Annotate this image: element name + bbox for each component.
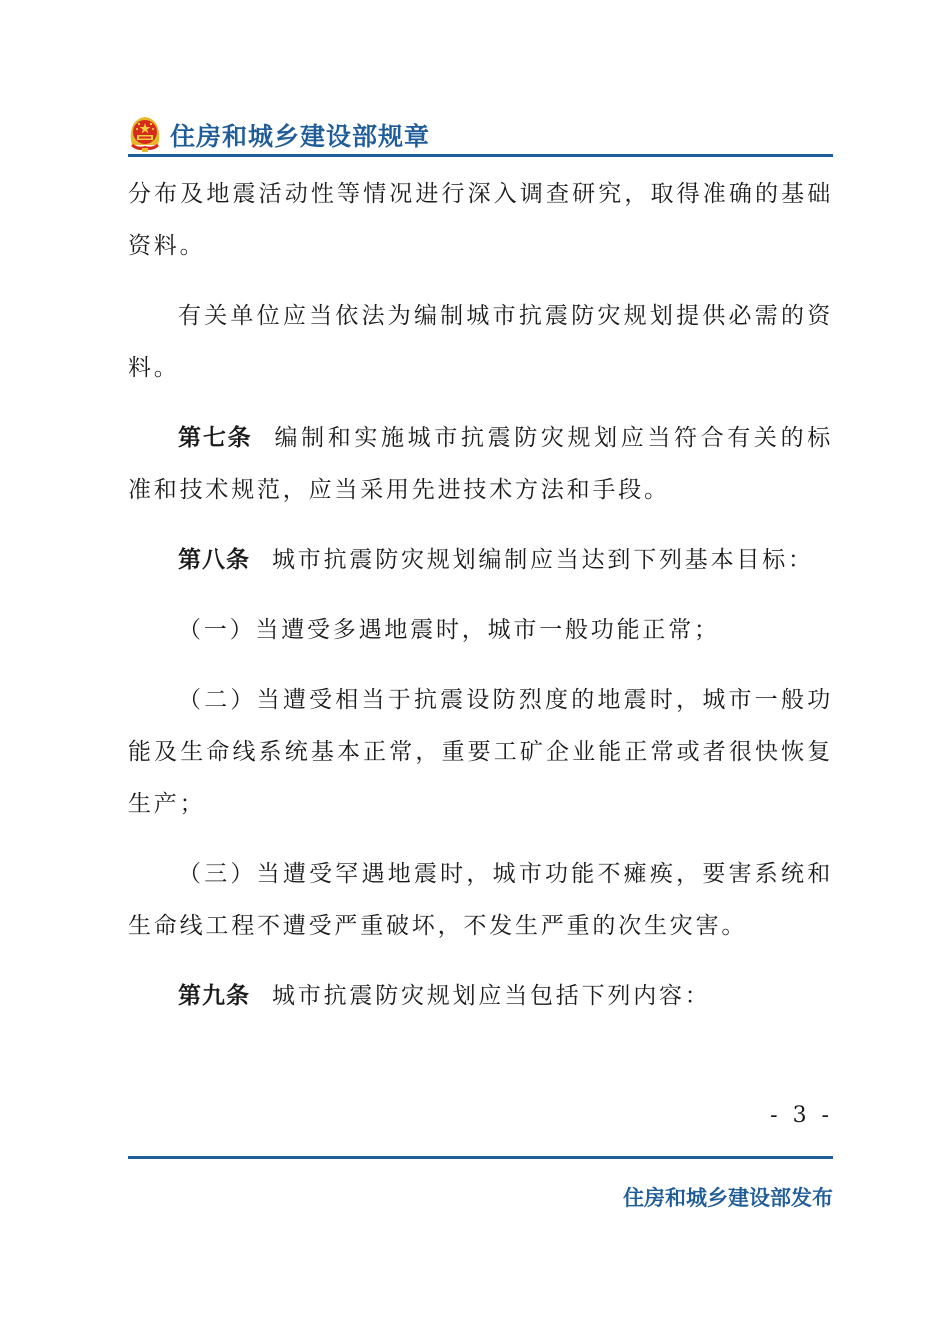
article-8-title: 第八条: [178, 547, 250, 573]
page-number: - 3 -: [770, 1103, 833, 1128]
article-8: [128, 534, 833, 586]
article-7: [128, 412, 833, 516]
article-9-text: 城市抗震防灾规划应当包括下列内容：: [272, 983, 711, 1009]
footer-publisher: 住房和城乡建设部发布: [623, 1186, 833, 1210]
page-header: [128, 113, 833, 157]
paragraph-continuation: 分布及地震活动性等情况进行深入调查研究，取得准确的基础资料。: [128, 181, 833, 259]
article-8-item-3: （三）当遭受罕遇地震时，城市功能不瘫痪，要害系统和生命线工程不遭受严重破坏，不发生严重的次生灾害。: [128, 861, 833, 939]
document-body: [128, 168, 833, 1022]
paragraph-materials: 有关单位应当依法为编制城市抗震防灾规划提供必需的资料。: [128, 303, 833, 381]
national-emblem-icon: [128, 115, 162, 153]
article-8-item-2: （二）当遭受相当于抗震设防烈度的地震时，城市一般功能及生命线系统基本正常，重要工矿企业能正常或者很快恢复生产；: [128, 687, 833, 817]
article-7-text: 编制和实施城市抗震防灾规划应当符合有关的标准和技术规范，应当采用先进技术方法和手段。: [128, 425, 834, 503]
header-divider: [128, 154, 833, 157]
article-9-title: 第九条: [178, 983, 250, 1009]
footer-divider: [128, 1156, 833, 1159]
article-8-item-1: （一）当遭受多遇地震时，城市一般功能正常；: [178, 617, 720, 643]
article-7-title: 第七条: [178, 425, 253, 451]
header-title: 住房和城乡建设部规章: [170, 122, 431, 151]
article-8-text: 城市抗震防灾规划编制应当达到下列基本目标：: [272, 547, 814, 573]
article-9: [128, 970, 833, 1022]
